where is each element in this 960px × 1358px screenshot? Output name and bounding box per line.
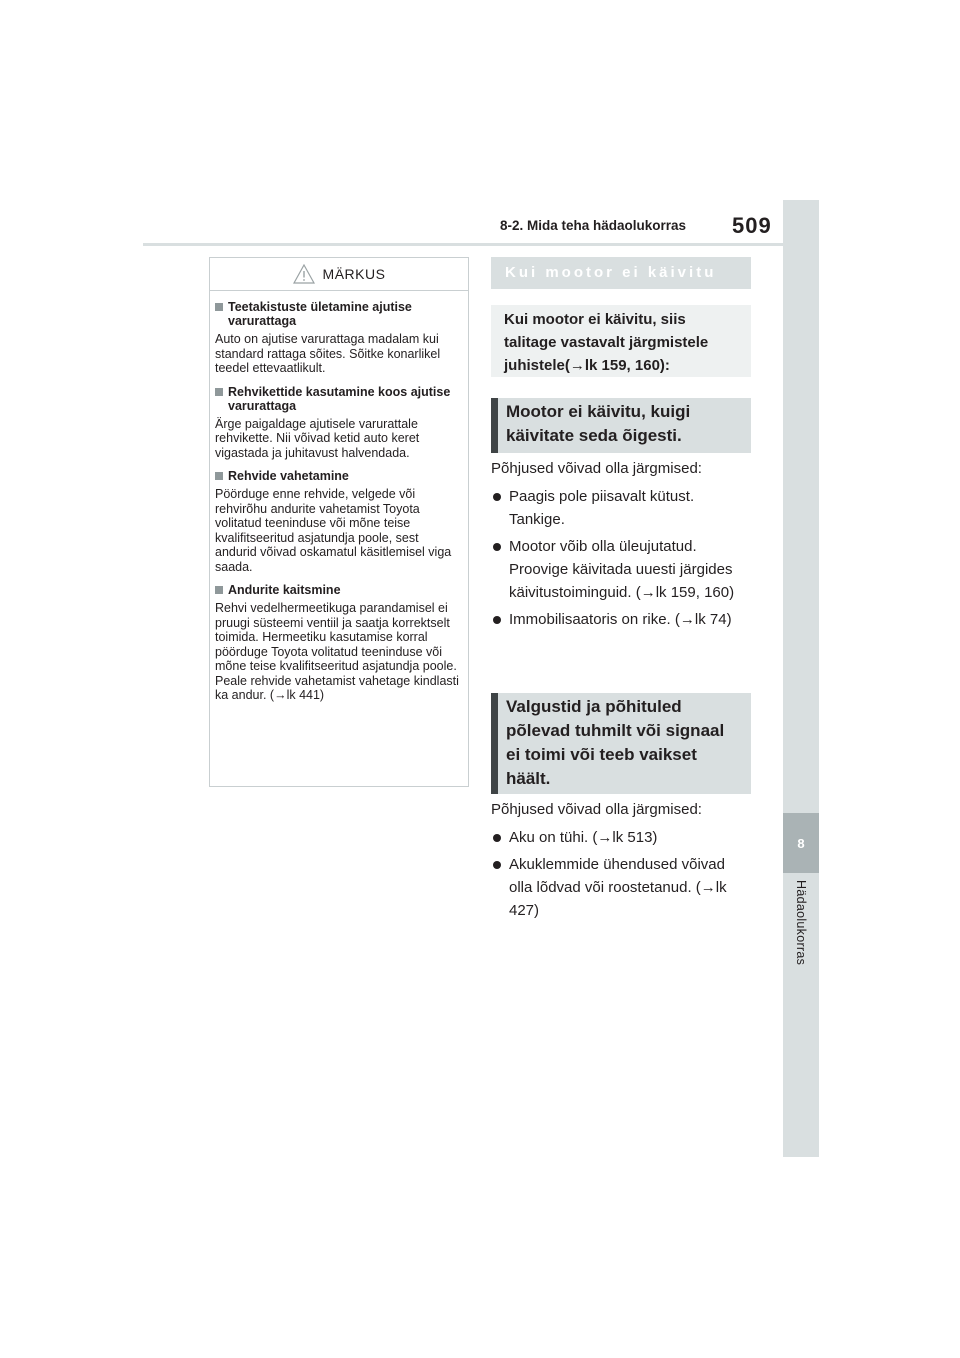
subsection-body — [491, 799, 751, 926]
square-bullet-icon — [215, 586, 223, 594]
cause-list — [491, 485, 751, 631]
topic-banner: Kui mootor ei käivitu — [491, 257, 751, 289]
notice-item-title: Teetakistuste ületamine ajutise varurattaga — [228, 300, 412, 328]
notice-item-body: Pöörduge enne rehvide, velgede või rehvirõhu andurite vahetamist Toyota volitatud teeninduse või mõne teise kvalifitseeritud asjatundja poole, sest andurid võivad oskamatul käsitlemisel viga saada. — [215, 487, 452, 574]
list-item: Aku on tühi. (→lk 513) — [491, 826, 751, 849]
notice-item — [215, 469, 460, 574]
list-item: Akuklemmide ühendused võivad olla lõdvad või roostetanud. (→lk 427) — [491, 853, 751, 922]
notice-item-title: Rehvikettide kasutamine koos ajutise varurattaga — [228, 384, 451, 413]
notice-heading: MÄRKUS — [322, 266, 386, 282]
cause-list — [491, 826, 751, 922]
warning-triangle-icon — [293, 264, 315, 284]
header-rule — [143, 243, 783, 246]
subsection-heading: Mootor ei käivitu, kuigi käivitate seda õigesti. — [491, 398, 751, 453]
notice-item — [215, 583, 460, 703]
subsection-heading: Valgustid ja põhituled põlevad tuhmilt või signaal ei toimi või teeb vaikset häält. — [491, 693, 751, 794]
notice-header — [210, 258, 468, 291]
subsection-body — [491, 458, 751, 635]
notice-item-body: Ärge paigaldage ajutisele varurattale rehvikette. Nii võivad ketid auto keret vigastada ja juhitavust halvendada. — [215, 416, 420, 460]
side-tab-strip — [783, 200, 819, 1157]
chapter-number-tab[interactable]: 8 — [783, 813, 819, 873]
square-bullet-icon — [215, 472, 223, 480]
notice-item-title: Rehvide vahetamine — [228, 469, 349, 483]
chapter-label: Hädaolukorras — [794, 880, 808, 966]
square-bullet-icon — [215, 303, 223, 311]
notice-item-title: Andurite kaitsmine — [228, 583, 341, 597]
page-number: 509 — [732, 213, 772, 238]
causes-label: Põhjused võivad olla järgmised: — [491, 460, 702, 477]
notice-item — [215, 300, 460, 376]
notice-item-body: Auto on ajutise varurattaga madalam kui standard rattaga sõites. Sõitke konarlikel teedel ettevaatlikult. — [215, 332, 441, 375]
notice-item — [215, 385, 460, 461]
square-bullet-icon — [215, 388, 223, 396]
list-item: Paagis pole piisavalt kütust. Tankige. — [491, 485, 751, 531]
list-item: Mootor võib olla üleujutatud. Proovige käivitada uuesti järgides käivitustoiminguid. (→lk 159, 160) — [491, 535, 751, 604]
causes-label: Põhjused võivad olla järgmised: — [491, 801, 702, 818]
list-item: Immobilisaatoris on rike. (→lk 74) — [491, 608, 751, 631]
notice-item-body: Rehvi vedelhermeetikuga parandamisel ei pruugi süsteemi ventiil ja saatja korrektselt toimida. Hermeetiku kasutamise korral pöörduge Toyota volitatud teeninduse või mõne teise kvalifitseeritud asjatundja poole. Peale rehvide vahetamist vahetage kindlasti ka andur. (→lk 441) — [215, 601, 459, 702]
section-title: 8-2. Mida teha hädaolukorras — [500, 218, 687, 233]
notice-box — [209, 257, 469, 787]
intro-box: Kui mootor ei käivitu, siis talitage vastavalt järgmistele juhistele(→lk 159, 160): — [491, 305, 751, 377]
